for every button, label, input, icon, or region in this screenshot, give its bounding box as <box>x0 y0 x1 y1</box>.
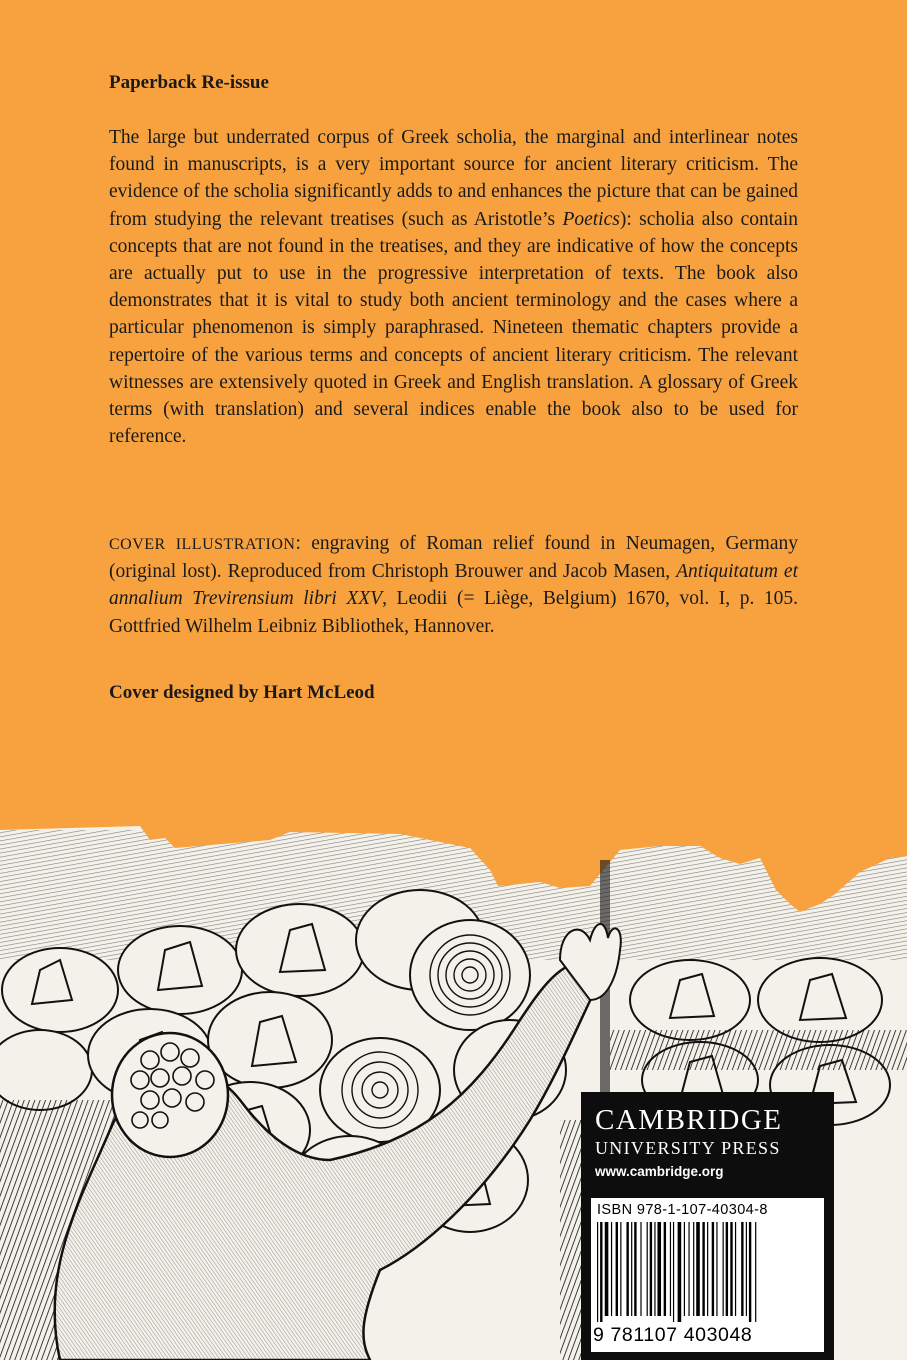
barcode-bar <box>696 1222 700 1316</box>
publisher-box <box>581 1092 834 1360</box>
barcode-bar <box>749 1222 751 1322</box>
barcode-bar <box>626 1222 628 1316</box>
barcode-bar <box>712 1222 714 1316</box>
cover-illustration-label: COVER ILLUSTRATION <box>109 536 296 553</box>
barcode-bar <box>684 1222 685 1316</box>
barcode-bar <box>640 1222 641 1316</box>
cover-illustration-part-2: , Leodii (= Liège, Belgium) 1670, vol. I, p. 105. Gottfried Wilhelm Leibniz Bibliothek, Hannover. <box>109 588 798 637</box>
barcode-panel <box>591 1198 824 1352</box>
barcode-bar <box>730 1222 732 1316</box>
barcode-bar <box>634 1222 636 1316</box>
cover-illustration-part-1: : engraving of Roman relief found in Neumagen, Germany (original lost). Reproduced from Christoph Brouwer and Jacob Masen, <box>109 533 798 583</box>
barcode-digits: 9 781107 403048 <box>593 1324 753 1346</box>
barcode-bar <box>611 1222 612 1316</box>
barcode-bar <box>735 1222 736 1316</box>
barcode-bar <box>620 1222 621 1316</box>
barcode-bar <box>693 1222 694 1316</box>
barcode-bar <box>664 1222 666 1316</box>
blurb-part-2: ): scholia also contain concepts that are not found in the treatises, and they are indicative of how the concepts are actually put to use in the progressive interpretation of texts. The book also demonstrates that it is vital to study both ancient terminology and the cases where a particular phenomenon is simply paraphrased. Nineteen thematic chapters provide a repertoire of the various terms and concepts of ancient literary criticism. The relevant witnesses are extensively quoted in Greek and English translation. A glossary of Greek terms (with translation) and several indices enable the book also to be used for reference. <box>109 208 798 448</box>
barcode-bar <box>657 1222 661 1316</box>
isbn-label: ISBN 978-1-107-40304-8 <box>597 1202 768 1218</box>
barcode-bar <box>678 1222 682 1322</box>
barcode-bar <box>600 1222 602 1322</box>
cover-designer-credit: Cover designed by Hart McLeod <box>109 682 375 703</box>
barcode-bar <box>650 1222 652 1316</box>
publisher-subtitle: UNIVERSITY PRESS <box>595 1138 781 1158</box>
barcode-bar <box>746 1222 747 1316</box>
barcode-bar <box>631 1222 632 1316</box>
book-description <box>109 124 798 450</box>
blurb-italic-title: Poetics <box>562 208 620 230</box>
barcode-bar <box>688 1222 689 1316</box>
barcode-bar <box>716 1222 717 1316</box>
cover-illustration-italic-title: Antiquitatum et annalium Trevirensium libri XXV <box>109 561 799 610</box>
barcode-bar <box>647 1222 648 1316</box>
barcode-bar <box>707 1222 708 1316</box>
heading-paperback-reissue: Paperback Re-issue <box>109 72 269 93</box>
publisher-url[interactable]: www.cambridge.org <box>595 1164 724 1179</box>
cover-illustration-credit <box>109 530 798 640</box>
barcode-bar <box>673 1222 674 1322</box>
barcode-bar <box>723 1222 724 1316</box>
barcode-bar <box>654 1222 655 1316</box>
publisher-name: CAMBRIDGE <box>595 1104 783 1136</box>
barcode-icon <box>595 1222 820 1322</box>
barcode-bar <box>670 1222 671 1316</box>
barcode-bar <box>741 1222 743 1316</box>
barcode-bar <box>726 1222 728 1316</box>
barcode-bar <box>702 1222 704 1316</box>
barcode-bar <box>605 1222 609 1316</box>
blurb-part-1: The large but underrated corpus of Greek scholia, the marginal and interlinear notes found in manuscripts, is a very important source for ancient literary criticism. The evidence of the scholia significantly adds to and enhances the picture that can be gained from studying the relevant treatises (such as Aristotle’s <box>109 127 798 230</box>
barcode-bar <box>616 1222 618 1316</box>
barcode-bar <box>755 1222 756 1322</box>
barcode-bar <box>597 1222 598 1322</box>
